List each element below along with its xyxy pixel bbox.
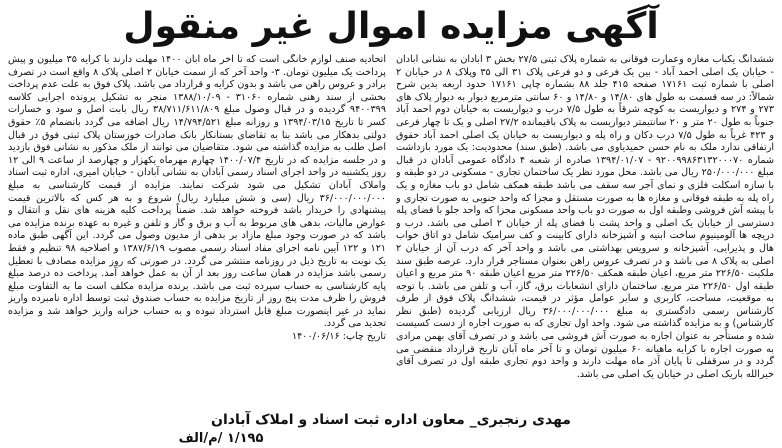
notice-body bbox=[8, 54, 774, 404]
notice-title: آگهی مزایده اموال غیر منقول bbox=[123, 6, 659, 47]
left-column bbox=[8, 54, 386, 404]
notice-footer bbox=[0, 410, 782, 448]
left-column-text: اتحادیه صنف لوازم خانگی است که تا آخر ماه آبان ۱۴۰۰ مهلت دارند با کرایه ۳۵ میلیون و پیش پرداخت یک میلیون تومان. ۳- واحد آخر که از سمت خیابان ۲ اصلی پلاک ۸ واقع است در تصرف برادر و عروس راهن می باشد و بدون کرایه و قرارداد می باشد. پلاک فوق به علت عدم پرداخت بخشی از سند رهنی شماره ۳۱۰۶۰ - ۱۳۸۸/۱۰/۰۹ منجر به تشکیل پرونده اجرایی کلاسه ۹۴۰۰۳۹۹ گردیده و در قبال وصول مبلغ ۳۸/۷۱۱/۶۱۱/۸۰۹ ریال بابت اصل و سود و خسارات کسر تا تاریخ ۱۳۹۴/۰۳/۱۵ و روزانه مبلغ ۱۴/۷۹۴/۵۲۱ ریال اضافه می گردد بانضمام ۵٪ حقوق دولتی بدهکار می باشد بنا به تقاضای بستانکار بانک صادرات خوزستان پلاک ثبتی فوق در قبال اصل طلب به مزایده گذاشته می شود. متقاضیان می توانند از ملک مذکور به نشانی فوق بازدید و در جلسه مزایده که در تاریخ ۱۴۰۰/۰۷/۴ چهارم مهرماه یکهزار و چهارصد از ساعت ۹ الی ۱۲ روز یکشنبه در واحد اجرای اسناد رسمی آبادان به نشانی آبادان - خیابان امیری، اداره ثبت اسناد واملاک آبادان تشکیل می شود شرکت نمایند. مزایده از قیمت کارشناسی به مبلغ ۳۶/۰۰۰/۰۰۰/۰۰۰ ریال (سی و شش میلیارد ریال) شروع و به هر کس که بالاترین قیمت پیشنهادی را خریدار باشد فروخته خواهد شد. ضمناً پرداخت کلیه هزینه های نقل و انتقال و عوارض مالیات، بدهی های مربوط به آب و برق و گاز و تلفن و غیره به عهده برنده مزایده می باشد که در صورت وجود مبلغ مازاد بر بدهی از مدیون وصول می گردد. این آگهی طبق ماده ۱۲۱ و ۱۲۲ آیین نامه اجرای مفاد اسناد رسمی مصوب ۱۳۸۷/۶/۱۹ و اصلاحیه ۹۸ تنظیم و فقط یک نوبت به تاریخ ذیل در روزنامه منتشر می گردد. در صورتی که روز مزایده مصادف با تعطیل رسمی باشد مزایده در همان ساعت روز بعد از آن به عمل خواهد آمد. پرداخت ده درصد مبلغ پایه کارشناسی به حساب سپرده ثبت می باشد. برنده مزایده مکلف است ما به التفاوت مبلغ فروش را ظرف مدت پنج روز از تاریخ مزایده به حساب صندوق ثبت توسط اداره نامبرده واریز نماید در غیر اینصورت مبلغ قابل استرداد نبوده و به حساب خزانه واریز خواهد شد و مزایده تجدید می گردد. bbox=[8, 54, 386, 330]
notice-code: ۱/۱۹۵ /م/الف bbox=[178, 431, 264, 446]
right-column bbox=[396, 54, 774, 404]
print-date: تاریخ چاپ: ۱۴۰۰/۰۶/۱۶ bbox=[291, 331, 386, 343]
signature-line: مهدی رنجبری_ معاون اداره ثبت اسناد و املاک آبادان bbox=[211, 412, 571, 428]
right-column-text: ششدانگ یکباب مغازه وعمارت فوقانی به شماره پلاک ثبتی ۲۷/۵ بخش ۳ آبادان به نشانی آبادان - خیابان یک اصلی احمد آباد - بین یک فرعی و دو فرعی پلاک ۳۱ الی ۳۵ وپلاک ۸ در خیابان ۲ اصلی با شماره ثبت ۱۷۱۶۱ صفحه ۴۱۵ جلد ۸۸ بشماره چاپی ۱۷۱۶۱ حدود اربعه بدین شرح شمالاً: در سه قسمت به طول های ۱۴/۸۰ و ۱۴/۸۰ و ۶۰ سانتی مترمربع دیوار به دیوار پلاک های ۲۷۳ و ۲۷۴ و دیواریست به کوچه شرقاً به طول ۷/۵ درب و دیواریست به خیابان دوم احمد آباد جنوباً به طول ۲۰ متر و ۲۰ سانتیمتر دیواریست به پلاک باقیمانده ۲۷/۲ اصلی و یک تا چهار فرعی و ۴۲۳ غرباً به طول ۷/۵ درب دکان و راه پله و دیواریست به خیابان یک اصلی احمد آباد حقوق ارتفاقی ندارد ملک به نام حسن حمیدیاوی می باشد. (طبق سند) محدودیت: یک مورد بازداشت شماره ۹۲۰۰۹۹۸۶۳۱۳۲۰۰۰۷۰ - ۱۳۹۴/۰۱/۰۷ صادره از شعبه ۴ دادگاه عمومی آبادان در قبال مبلغ ۲۵۰/۰۰۰/۰۰۰ ریال می باشد. محل مورد نظر یک ساختمان تجاری - مسکونی در دو طبقه و با سازه اسکلت فلزی و نمای آجر سه سقف می باشد طبقه همکف شامل دو باب مغازه و یک راه پله به طبقه فوقانی و مغازه ها به صورت مستقل و مجزا که واحد جنوبی به صورت تجاری و با پیشه آش فروشی وطبقه اول به صورت دو باب واحد مسکونی مجزا که واحد جلو با فضای پله دسترسی از خیابان یک اصلی و واحد پشت با فضای پله از خیابان ۲ اصلی می باشد. درب و دریچه ها آلومینیوم ساخت ابنیه و آشپزخانه دارای کابینت و کف سرامیک شامل دو اتاق خواب هال و پذیرایی، آشپزخانه و سرویس بهداشتی می باشد و واحد آخر که درب آن از خیابان ۲ اصلی به پلاک ۸ می باشد و در تصرف عروس راهن بعنوان مستاجر قرار دارد. عرصه طبق سند ملکیت ۲۲۶/۵۰ متر مربع، اعیان طبقه همکف ۲۲۶/۵۰ متر مربع اعیان طبقه ۹۰ متر مربع و اعیان طبقه اول ۲۲۶/۵۰ متر مربع. ساختمان دارای انشعابات برق، گاز، آب و تلفن می باشد. با توجه به موقعیت، مساحت، کاربری و سایر عوامل مؤثر در قیمت، ششدانگ پلاک فوق از طرف کارشناس رسمی دادگستری به مبلغ ۳۶/۰۰۰/۰۰۰/۰۰۰ ریال ارزیابی گردیده (طبق نظر کارشناس) و به مزایده گذاشته می شود. واحد اول تجاری که به صورت اجاره از دست کسیست شده و مستأجر به عنوان اجاره به صورت آش فروشی می باشد و در تصرف آقای بهمن مرادی به صورت اجاره با کرایه ماهیانه ۶۰ میلیون تومان و تا آخر ماه آبان تاریخ قرارداد منقضی می گردد و در سرقفلی تا پایان آذر ماه مهلت دارند و واحد دوم تجاری طبقه اول در تصرف آقای خیرالله باریک اصلی در خیابان یک اصلی می باشد. bbox=[396, 54, 774, 380]
